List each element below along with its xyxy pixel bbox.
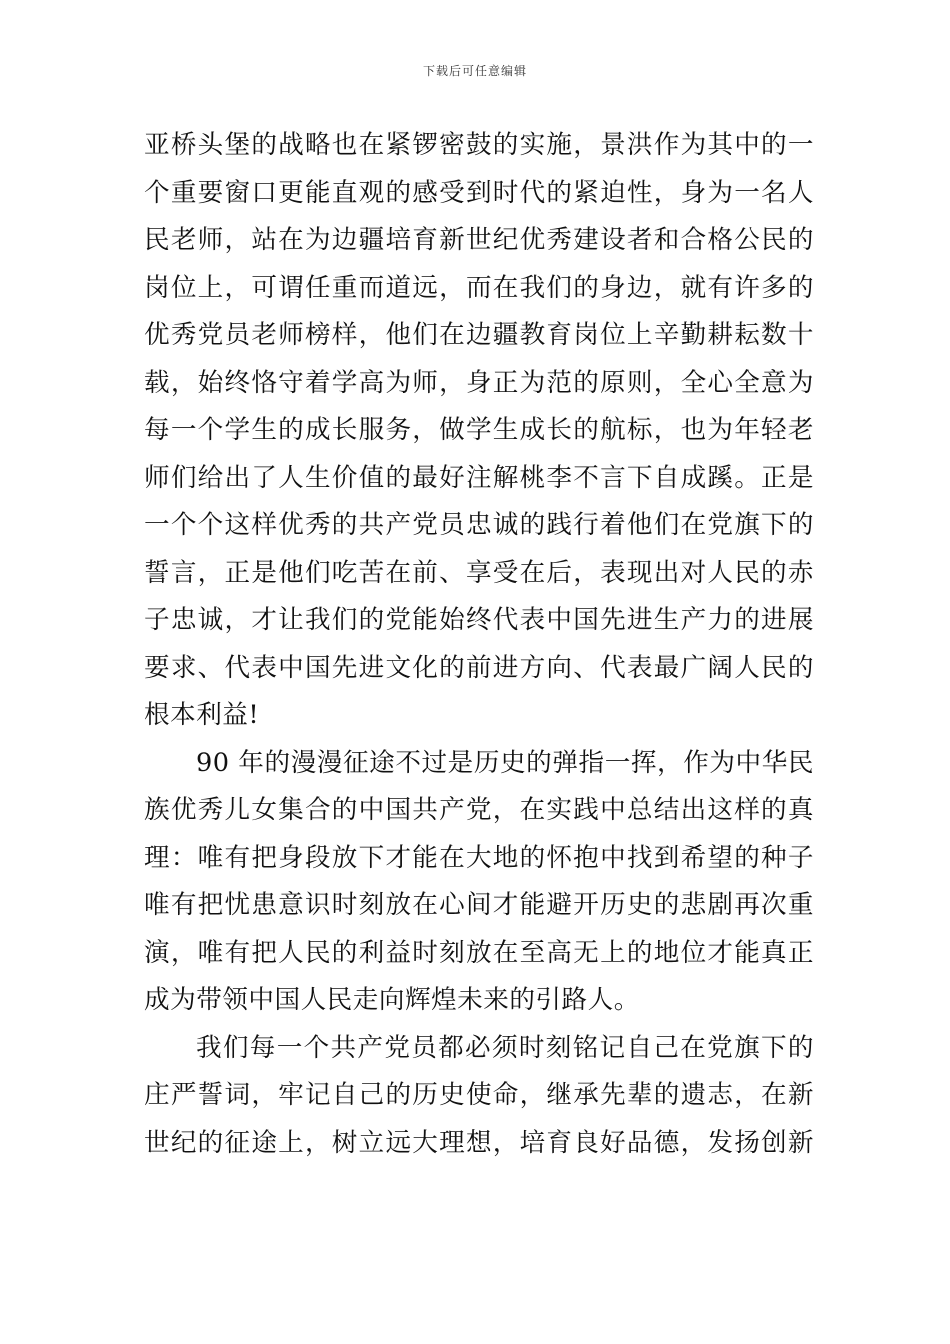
paragraph-1-line-10: 誓言，正是他们吃苦在前、享受在后，表现出对人民的赤	[144, 557, 814, 588]
paragraph-1-line-9: 一个个这样优秀的共产党员忠诚的践行着他们在党旗下的	[144, 510, 814, 540]
paragraph-1-line-5: 优秀党员老师榜样，他们在边疆教育岗位上辛勤耕耘数十	[144, 320, 814, 350]
paragraph-2-line-2: 族优秀儿女集合的中国共产党，在实践中总结出这样的真	[144, 795, 814, 825]
paragraph-1-line-12: 要求、代表中国先进文化的前进方向、代表最广阔人民的	[144, 652, 814, 683]
document-body	[144, 128, 814, 1173]
paragraph-2-line-1: 90 年的漫漫征途不过是历史的弹指一挥，作为中华民	[196, 747, 814, 778]
paragraph-3-line-2: 庄严誓词，牢记自己的历史使命，继承先辈的遗志，在新	[144, 1080, 814, 1110]
paragraph-1-line-8: 师们给出了人生价值的最好注解桃李不言下自成蹊。正是	[144, 462, 814, 493]
paragraph-1-line-3: 民老师，站在为边疆培育新世纪优秀建设者和合格公民的	[144, 225, 814, 255]
paragraph-1-line-4: 岗位上，可谓任重而道远，而在我们的身边，就有许多的	[144, 272, 814, 303]
paragraph-3-line-3: 世纪的征途上，树立远大理想，培育良好品德，发扬创新	[144, 1127, 814, 1158]
paragraph-1-line-1: 亚桥头堡的战略也在紧锣密鼓的实施，景洪作为其中的一	[144, 130, 814, 160]
paragraph-2-line-3: 理：唯有把身段放下才能在大地的怀抱中找到希望的种子	[144, 842, 814, 873]
paragraph-1-line-13: 根本利益!	[144, 700, 260, 730]
paragraph-1-line-6: 载，始终恪守着学高为师，身正为范的原则，全心全意为	[144, 367, 814, 398]
paragraph-1-line-2: 个重要窗口更能直观的感受到时代的紧迫性，身为一名人	[144, 177, 814, 208]
paragraph-2-line-6: 成为带领中国人民走向辉煌未来的引路人。	[144, 985, 640, 1015]
paragraph-2-line-5: 演，唯有把人民的利益时刻放在至高无上的地位才能真正	[144, 937, 814, 968]
page-header: 下载后可任意编辑	[422, 64, 527, 78]
paragraph-1-line-7: 每一个学生的成长服务，做学生成长的航标，也为年轻老	[144, 415, 814, 445]
paragraph-3-line-1: 我们每一个共产党员都必须时刻铭记自己在党旗下的	[196, 1032, 814, 1063]
paragraph-2-line-4: 唯有把忧患意识时刻放在心间才能避开历史的悲剧再次重	[144, 890, 814, 920]
paragraph-1-line-11: 子忠诚，才让我们的党能始终代表中国先进生产力的进展	[144, 605, 814, 635]
